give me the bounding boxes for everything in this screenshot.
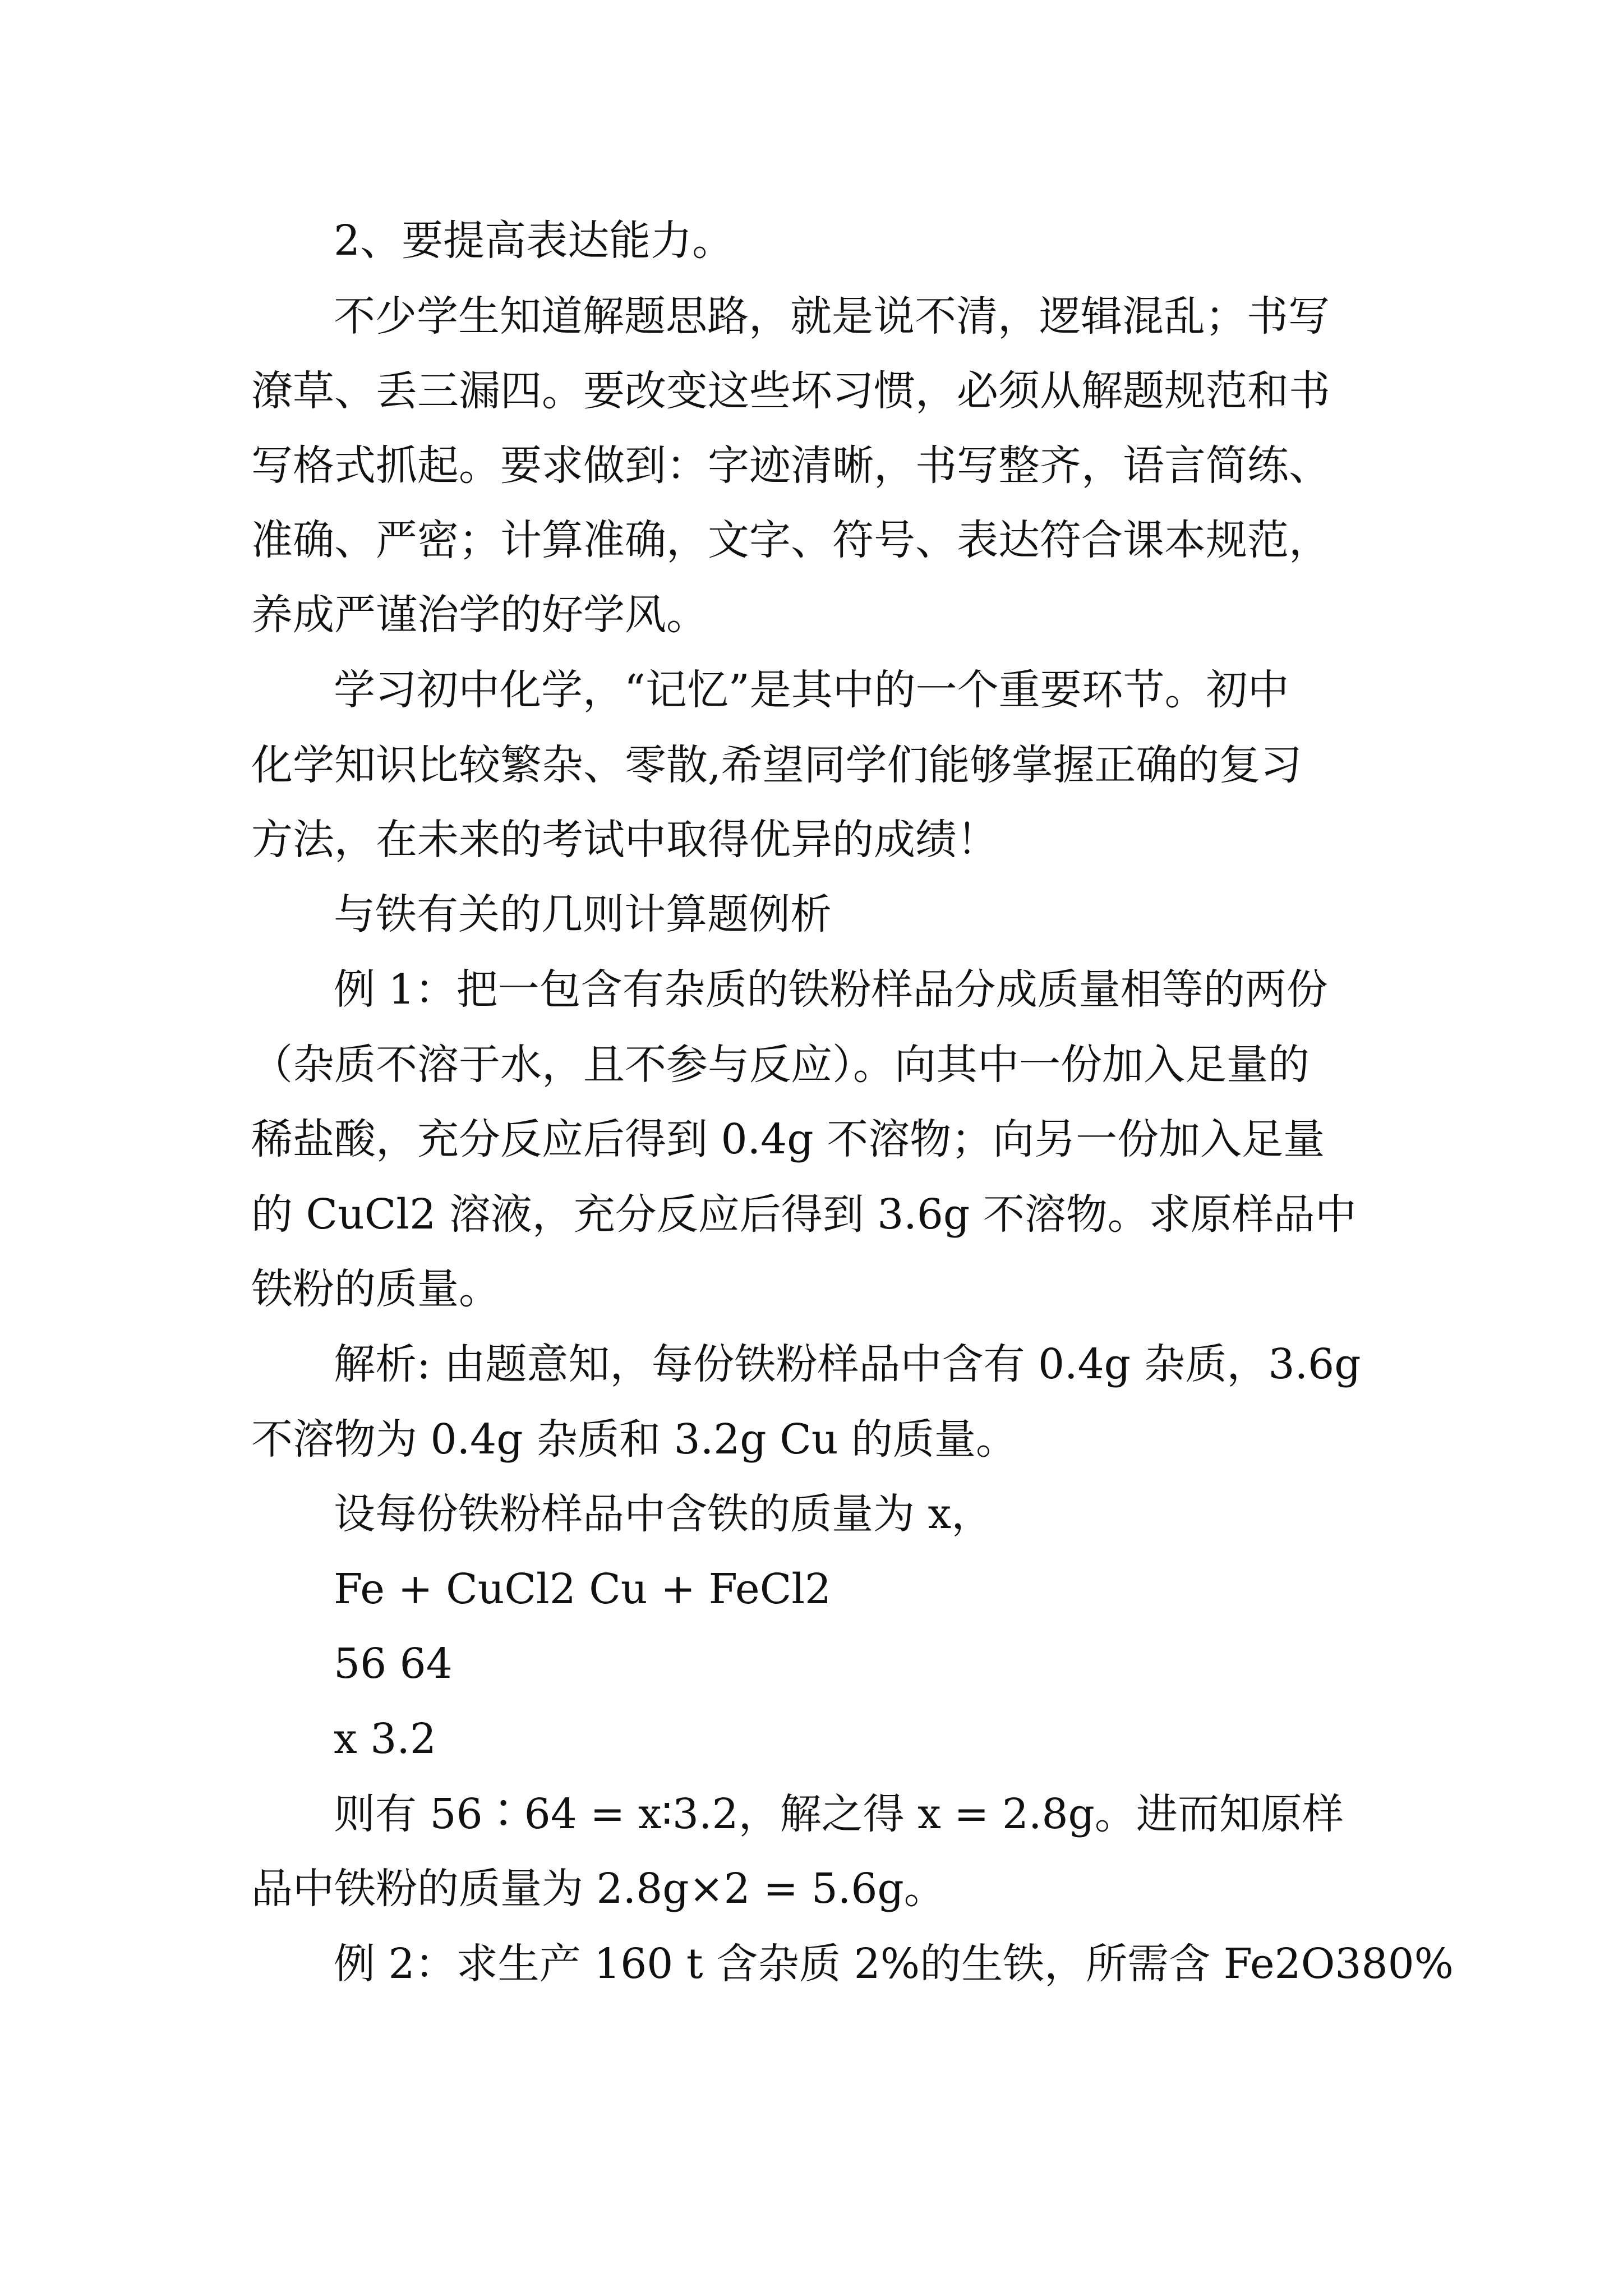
paragraph-heading-expression: 2、要提高表达能力。 — [334, 217, 734, 265]
chemical-equation: Fe + CuCl2 Cu + FeCl2 — [334, 1565, 832, 1613]
paragraph-line: 化学知识比较繁杂、零散,希望同学们能够掌握正确的复习 — [251, 741, 1302, 789]
paragraph-line: 学习初中化学，“记忆”是其中的一个重要环节。初中 — [334, 666, 1289, 714]
equation-masses: x 3.2 — [334, 1715, 436, 1763]
paragraph-line: 潦草、丢三漏四。要改变这些坏习惯，必须从解题规范和书 — [251, 367, 1330, 415]
example-1-line: 铁粉的质量。 — [251, 1265, 500, 1313]
solution-line: 品中铁粉的质量为 2.8g×2 = 5.6g。 — [251, 1865, 946, 1913]
paragraph-line: 写格式抓起。要求做到：字迹清晰，书写整齐，语言简练、 — [251, 441, 1330, 490]
example-1-line: 的 CuCl2 溶液，充分反应后得到 3.6g 不溶物。求原样品中 — [251, 1190, 1357, 1239]
example-1-line: 稀盐酸，充分反应后得到 0.4g 不溶物；向另一份加入足量 — [251, 1115, 1325, 1163]
paragraph-line: 方法，在未来的考试中取得优异的成绩！ — [251, 816, 998, 864]
example-2-line: 例 2：求生产 160 t 含杂质 2%的生铁，所需含 Fe2O380% — [334, 1940, 1454, 1988]
analysis-line: 解析: 由题意知，每份铁粉样品中含有 0.4g 杂质，3.6g — [334, 1340, 1361, 1388]
paragraph-line: 不少学生知道解题思路，就是说不清，逻辑混乱；书写 — [334, 292, 1330, 341]
example-1-line: 例 1：把一包含有杂质的铁粉样品分成质量相等的两份 — [334, 965, 1328, 1014]
equation-molar-masses: 56 64 — [334, 1640, 453, 1688]
example-1-line: （杂质不溶于水，且不参与反应）。向其中一份加入足量的 — [251, 1041, 1310, 1089]
analysis-line: 设每份铁粉样品中含铁的质量为 x， — [334, 1490, 993, 1538]
section-title: 与铁有关的几则计算题例析 — [334, 890, 832, 938]
paragraph-line: 养成严谨治学的好学风。 — [251, 591, 708, 639]
paragraph-line: 准确、严密；计算准确，文字、符号、表达符合课本规范， — [251, 516, 1330, 564]
solution-line: 则有 56∶64 = x∶3.2，解之得 x = 2.8g。进而知原样 — [334, 1790, 1344, 1838]
analysis-line: 不溶物为 0.4g 杂质和 3.2g Cu 的质量。 — [251, 1415, 1017, 1464]
